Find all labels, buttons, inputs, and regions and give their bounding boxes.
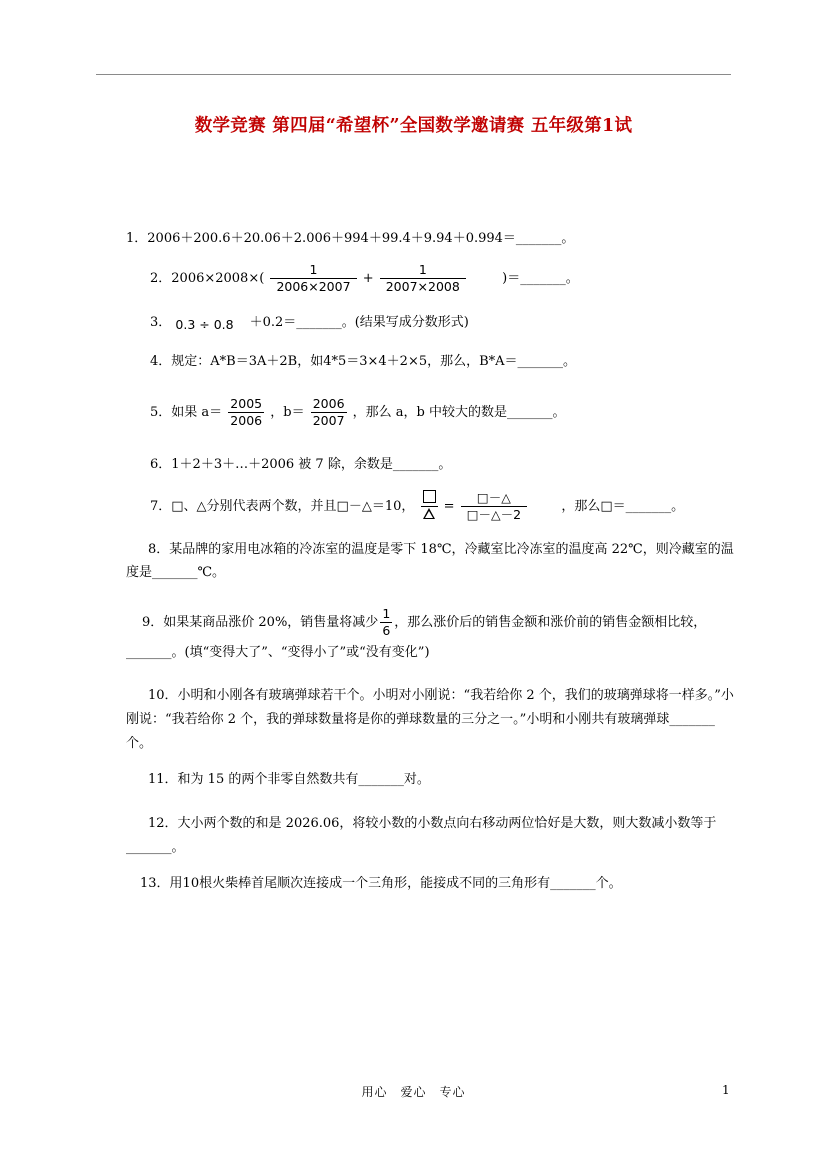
fraction-a — [228, 396, 264, 429]
square-over-triangle-fraction — [421, 490, 438, 523]
question-3-expression: 0.3 ÷ 0.8 — [175, 317, 234, 332]
question-5-suffix: ，那么 a，b 中较大的数是_______。 — [352, 405, 566, 420]
question-9-fraction — [380, 606, 392, 639]
question-11: 11．和为 15 的两个非零自然数共有_______对。 — [148, 772, 430, 787]
question-5-mid: ，b＝ — [270, 405, 305, 420]
question-3 — [150, 312, 469, 333]
fraction-denominator: 2007 — [312, 413, 345, 428]
header-rule — [96, 74, 731, 75]
question-7 — [150, 490, 684, 523]
question-7-prefix: 7．□、△分别代表两个数，并且□－△＝10， — [150, 499, 415, 514]
question-5 — [150, 396, 566, 429]
question-7-rhs-fraction — [461, 490, 527, 523]
fraction-denominator: 2007×2008 — [380, 278, 466, 295]
fraction-b — [311, 396, 347, 429]
triangle-symbol-icon — [423, 508, 435, 519]
page-number: 1 — [722, 1083, 730, 1097]
fraction-denominator: □－△－2 — [461, 506, 527, 523]
question-9 — [126, 606, 736, 667]
question-2 — [150, 262, 579, 295]
fraction-numerator: 2005 — [230, 396, 263, 411]
question-2-fraction-2 — [380, 262, 466, 295]
question-3-label: 3． — [150, 315, 172, 330]
question-2-suffix: )＝_______。 — [502, 271, 579, 286]
question-1: 1．2006＋200.6＋20.06＋2.006＋994＋99.4＋9.94＋0.994＝_______。 — [126, 231, 575, 246]
question-9-prefix: 9．如果某商品涨价 20%，销售量将减少 — [142, 615, 379, 630]
fraction-numerator: □－△ — [476, 490, 511, 505]
question-12: 12．大小两个数的和是 2026.06，将较小数的小数点向右移动两位恰好是大数，则大数减小数等于_______。 — [126, 816, 717, 855]
fraction-denominator: 2006 — [230, 413, 263, 428]
footer-text: 用心 爱心 专心 — [361, 1085, 466, 1099]
square-symbol-icon — [423, 490, 436, 503]
fraction-denominator: 2006×2007 — [270, 278, 356, 295]
question-2-prefix: 2．2006×2008×( — [150, 271, 265, 286]
question-7-suffix: ，那么□＝_______。 — [561, 499, 685, 514]
fraction-numerator: 1 — [418, 262, 427, 277]
question-6: 6．1＋2＋3＋…＋2006 被 7 除，余数是_______。 — [150, 457, 452, 472]
question-10: 10．小明和小刚各有玻璃弹球若干个。小明对小刚说：“我若给你 2 个，我们的玻璃弹球将一样多。”小刚说：“我若给你 2 个，我的弹球数量将是你的弹球数量的三分之一。”小明和小刚共有玻璃弹球_______个。 — [126, 688, 734, 751]
fraction-numerator: 2006 — [312, 396, 345, 411]
question-3-suffix: ＋0.2＝_______。(结果写成分数形式) — [249, 315, 469, 330]
fraction-numerator: 1 — [382, 606, 391, 621]
question-9-suffix: ，那么涨价后的销售金额和涨价前的销售金额相比较，_______。(填“变得大了”、“变得小了”或“没有变化”) — [126, 615, 707, 660]
question-5-prefix: 5．如果 a＝ — [150, 405, 223, 420]
question-4: 4．规定：A*B＝3A＋2B，如4*5＝3×4＋2×5，那么，B*A＝_______。 — [150, 354, 577, 369]
fraction-numerator: 1 — [309, 262, 318, 277]
equals-sign: = — [443, 499, 455, 514]
document-title: 数学竞赛 第四届“希望杯”全国数学邀请赛 五年级第1试 — [194, 116, 633, 136]
question-8: 8．某品牌的家用电冰箱的冷冻室的温度是零下 18℃，冷藏室比冷冻室的温度高 22℃，则冷藏室的温度是_______℃。 — [126, 542, 734, 580]
fraction-denominator: 6 — [382, 623, 391, 638]
plus-sign: + — [362, 271, 374, 286]
question-13: 13．用10根火柴棒首尾顺次连接成一个三角形，能接成不同的三角形有_______个。 — [140, 876, 622, 891]
question-2-fraction-1 — [270, 262, 356, 295]
